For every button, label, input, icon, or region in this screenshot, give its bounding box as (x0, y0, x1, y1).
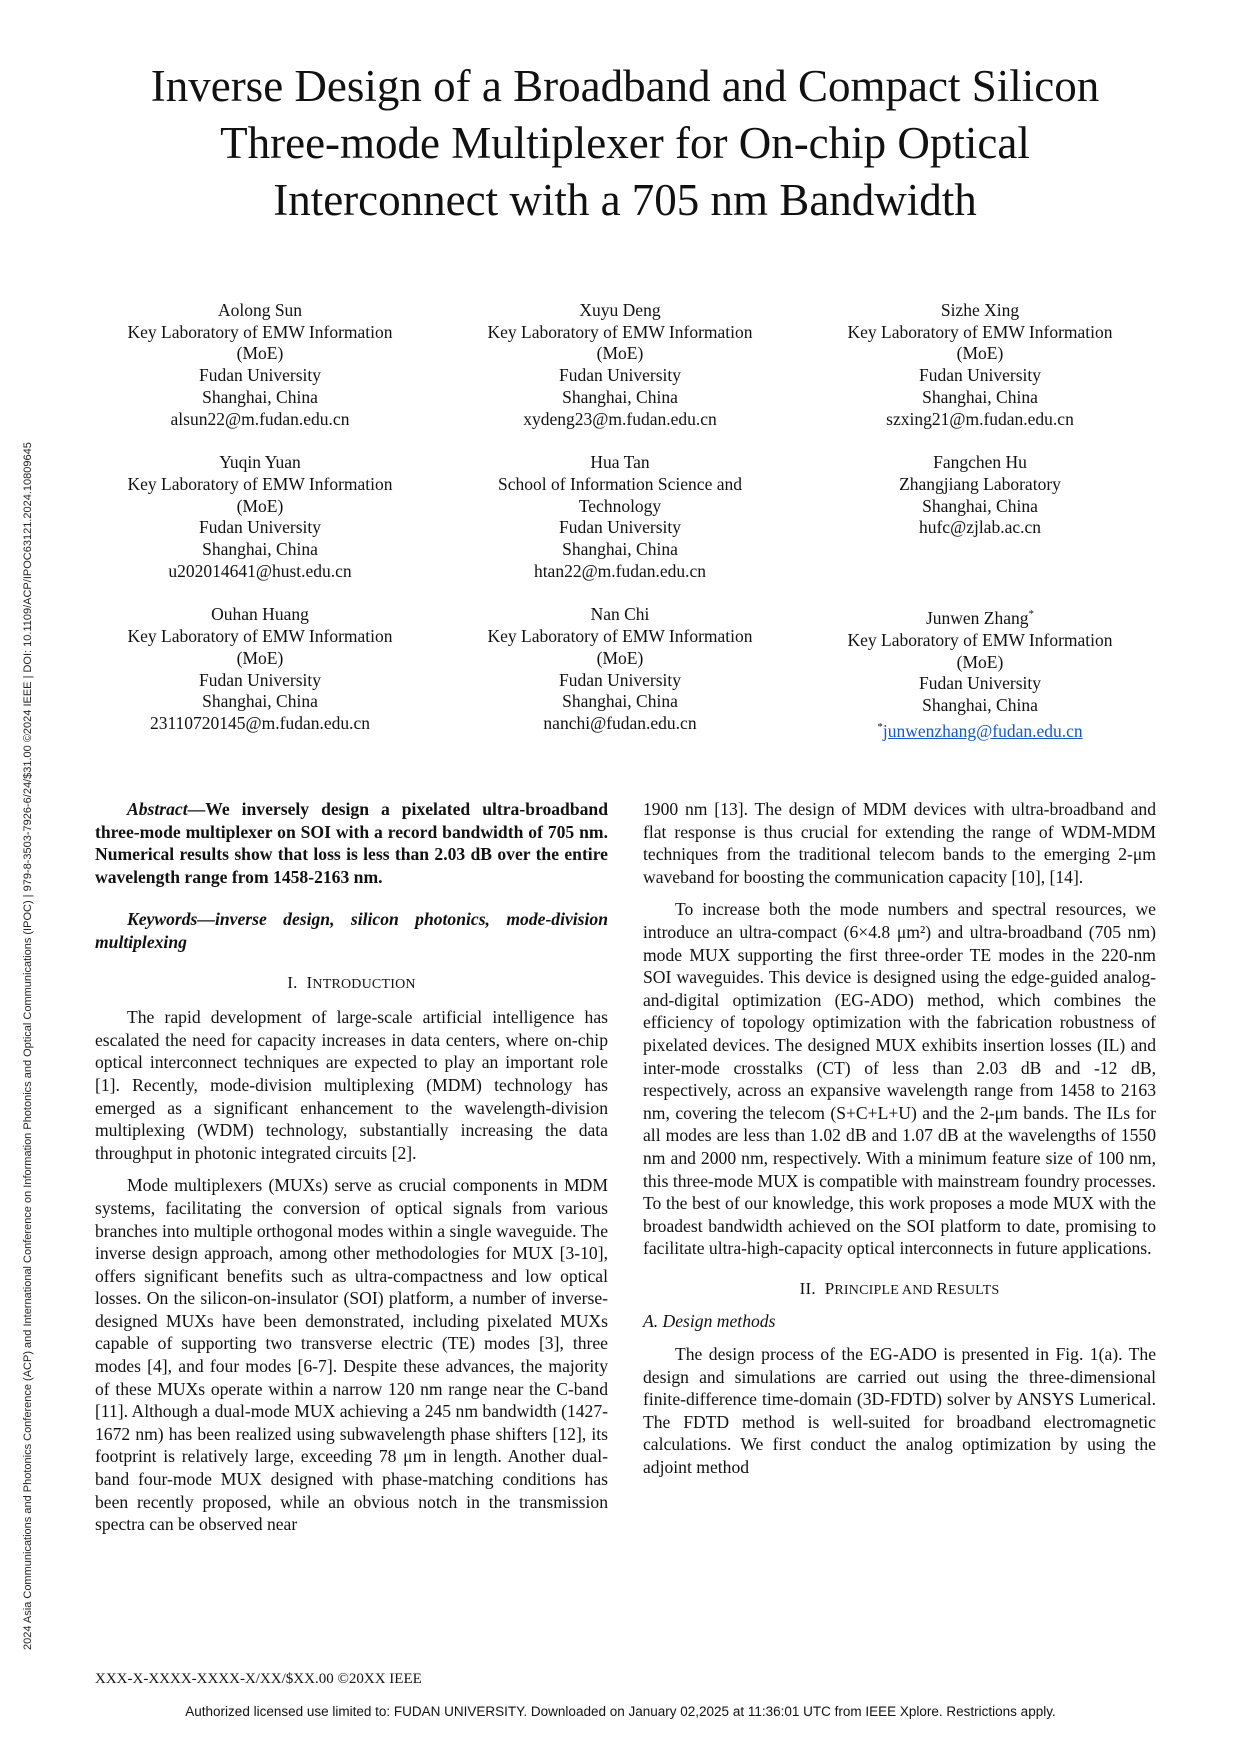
author-affiliation: Key Laboratory of EMW Information (487, 321, 753, 342)
author-email: 23110720145@m.fudan.edu.cn (149, 712, 371, 733)
footer-license: Authorized licensed use limited to: FUDAN UNIVERSITY. Downloaded on January 02,2025 at 11:36:01 UTC from IEEE Xplore. Restrictions apply. (185, 1704, 1056, 1719)
author-email (800, 717, 1160, 743)
author-block (80, 300, 440, 430)
author-affiliation: Fudan University (198, 669, 321, 690)
author-block (440, 604, 800, 742)
title-line: Three-mode Multiplexer for On-chip Optical (220, 118, 1030, 168)
author-name: Fangchen Hu (933, 452, 1027, 473)
author-affiliation: (MoE) (236, 343, 284, 364)
corresponding-mark: * (877, 720, 883, 733)
author-affiliation: Shanghai, China (202, 539, 318, 560)
author-affiliation: Shanghai, China (202, 691, 318, 712)
paper-title (70, 58, 1180, 229)
author-affiliation: Key Laboratory of EMW Information (847, 629, 1113, 650)
author-affiliation: Fudan University (558, 365, 681, 386)
side-note-citation: 2024 Asia Communications and Photonics Conference (ACP) and International Conference on Information Photonics and Optical Communications (IPOC) | 979-8-3503-7926-6/24/$31.00 ©2024 IEEE | DOI: 10.1109/ACP/IPOC63121.2024.10809645 (22, 442, 34, 1650)
author-name: Sizhe Xing (940, 300, 1020, 320)
author-list (80, 300, 1160, 742)
subsection-heading: A. Design methods (643, 1311, 776, 1332)
title-line: Interconnect with a 705 nm Bandwidth (273, 175, 977, 225)
author-name: Xuyu Deng (579, 300, 661, 320)
author-name: Aolong Sun (217, 300, 303, 320)
author-affiliation: (MoE) (236, 647, 284, 668)
corresponding-mark: * (1028, 608, 1035, 621)
author-affiliation: Shanghai, China (922, 695, 1038, 716)
author-affiliation: Key Laboratory of EMW Information (127, 473, 393, 494)
author-affiliation: Key Laboratory of EMW Information (127, 321, 393, 342)
author-email: htan22@m.fudan.edu.cn (533, 560, 707, 581)
author-affiliation: Fudan University (918, 365, 1041, 386)
author-affiliation: Zhangjiang Laboratory (899, 473, 1061, 494)
author-name (800, 604, 1160, 630)
author-affiliation: Shanghai, China (562, 539, 678, 560)
author-affiliation: Key Laboratory of EMW Information (487, 626, 753, 647)
title-line: Inverse Design of a Broadband and Compact Silicon (150, 61, 1100, 111)
section-title-rest: RINCIPLE AND (834, 1282, 937, 1298)
body-paragraph: Mode multiplexers (MUXs) serve as crucial components in MDM systems, facilitating the conversion of optical signals from various branches into multiple orthogonal modes within a single waveguide. The inverse design approach, among other methodologies for MUX [3-10], offers significant benefits such as ultra-compactness and low optical losses. On the silicon-on-insulator (SOI) platform, a number of inverse-designed MUXs have been demonstrated, including pixelated MUXs capable of supporting two transverse electric (TE) modes [3], three modes [4], and four modes [6-7]. Despite these advances, the majority of these MUXs operate within a narrow 120 nm range near the C-band [11]. Although a dual-mode MUX achieving a 245 nm bandwidth (1427-1672 nm) has been realized using subwavelength phase shifters [12], its footprint is relatively large, exceeding 78 μm in length. Another dual-band four-mode MUX designed with phase-matching conditions has been recently proposed, while an obvious notch in the transmission spectra can be observed near (95, 1175, 608, 1535)
left-column (95, 798, 608, 1536)
right-column (643, 798, 1156, 1479)
body-paragraph: To increase both the mode numbers and spectral resources, we introduce an ultra-compact (6×4.8 μm²) and ultra-broadband (705 nm) mode MUX supporting the first three-order TE modes in the 220-nm SOI waveguides. This device is designed using the edge-guided analog-and-digital optimization (EG-ADO) method, which combines the efficiency of topology optimization with the fabrication robustness of pixelated devices. The designed MUX exhibits insertion losses (IL) and inter-mode crosstalks (CT) of less than 2.03 dB and -12 dB, respectively, across an expansive wavelength range from 1458 to 2163 nm, covering the telecom (S+C+L+U) and the 2-μm bands. The ILs for all modes are less than 1.02 dB and 1.07 dB at the wavelengths of 1550 nm and 2000 nm, respectively. With a minimum feature size of 100 nm, this three-mode MUX is compatible with mainstream foundry processes. To the best of our knowledge, this work proposes a mode MUX with the broadest bandwidth achieved on the SOI platform to date, promising to facilitate ultra-high-capacity optical interconnects in future applications. (643, 899, 1156, 1259)
abstract-dash: — (187, 799, 206, 819)
abstract-text: We inversely design a pixelated ultra-broadband three-mode multiplexer on SOI with a record bandwidth of 705 nm. Numerical results show that loss is less than 2.03 dB over the entire wavelength range from 1458-2163 nm. (95, 799, 608, 887)
keywords: Keywords—inverse design, silicon photonics, mode-division multiplexing (95, 909, 608, 952)
author-affiliation: School of Information Science and (498, 473, 742, 494)
author-block (800, 604, 1160, 742)
author-name: Yuqin Yuan (219, 452, 301, 473)
author-affiliation: (MoE) (956, 651, 1004, 672)
author-email: u202014641@hust.edu.cn (168, 560, 352, 581)
section-title-rest: NTRODUCTION (312, 976, 416, 992)
author-name-text: Junwen Zhang (925, 608, 1029, 629)
body-paragraph: The design process of the EG-ADO is presented in Fig. 1(a). The design and simulations are carried out using the three-dimensional finite-difference time-domain (3D-FDTD) solver by ANSYS Lumerical. The FDTD method is well-suited for broadband electromagnetic calculations. We first conduct the analog optimization by using the adjoint method (643, 1344, 1156, 1478)
author-affiliation: (MoE) (596, 647, 644, 668)
author-affiliation: Fudan University (558, 669, 681, 690)
author-affiliation: Fudan University (558, 517, 681, 538)
author-email: alsun22@m.fudan.edu.cn (170, 408, 350, 429)
author-email: szxing21@m.fudan.edu.cn (886, 408, 1074, 429)
body-paragraph: 1900 nm [13]. The design of MDM devices with ultra-broadband and flat response is thus crucial for extending the range of WDM-MDM techniques from the traditional telecom bands to the emerging 2-μm waveband for boosting the communication capacity [10], [14]. (643, 799, 1156, 887)
author-email-link[interactable]: junwenzhang@fudan.edu.cn (882, 720, 1083, 741)
author-affiliation: Key Laboratory of EMW Information (847, 321, 1113, 342)
author-affiliation: Fudan University (918, 673, 1041, 694)
author-affiliation: Fudan University (198, 517, 321, 538)
section-title-initial: P (824, 1278, 835, 1298)
section-title-rest: ESULTS (948, 1282, 1000, 1298)
section-number: I. (287, 972, 298, 992)
author-email: nanchi@fudan.edu.cn (543, 712, 697, 733)
author-email: xydeng23@m.fudan.edu.cn (523, 408, 717, 429)
author-block (80, 452, 440, 582)
footer-code: XXX-X-XXXX-XXXX-X/XX/$XX.00 ©20XX IEEE (95, 1671, 422, 1687)
author-block (440, 300, 800, 430)
author-affiliation: Shanghai, China (562, 386, 678, 407)
section-number: II. (799, 1278, 816, 1298)
author-affiliation: (MoE) (236, 495, 284, 516)
author-block (800, 300, 1160, 430)
body-paragraph: The rapid development of large-scale artificial intelligence has escalated the need for capacity increases in data centers, where on-chip optical interconnect techniques are expected to play an important role [1]. Recently, mode-division multiplexing (MDM) technology has emerged as a significant enhancement to the wavelength-division multiplexing (WDM) technology, substantially increasing the data throughput in photonic integrated circuits [2]. (95, 1007, 608, 1163)
author-affiliation: Shanghai, China (202, 386, 318, 407)
author-name: Nan Chi (590, 604, 650, 625)
author-affiliation: (MoE) (596, 343, 644, 364)
author-affiliation: Shanghai, China (922, 495, 1038, 516)
author-block (80, 604, 440, 742)
author-affiliation: Key Laboratory of EMW Information (127, 626, 393, 647)
abstract (95, 798, 608, 888)
section-title-initial: I (306, 972, 313, 992)
author-affiliation: Shanghai, China (562, 691, 678, 712)
author-affiliation: Fudan University (198, 365, 321, 386)
author-affiliation: Shanghai, China (922, 386, 1038, 407)
author-block (800, 452, 1160, 582)
section-title-initial: R (936, 1278, 949, 1298)
abstract-label: Abstract (127, 799, 188, 819)
author-email: hufc@zjlab.ac.cn (918, 517, 1042, 538)
author-affiliation: (MoE) (956, 343, 1004, 364)
author-name: Ouhan Huang (211, 604, 309, 625)
section-heading-principle (643, 1278, 1156, 1303)
author-block (440, 452, 800, 582)
section-heading-introduction (95, 972, 608, 997)
author-affiliation: Technology (578, 495, 662, 516)
author-name: Hua Tan (590, 452, 650, 473)
